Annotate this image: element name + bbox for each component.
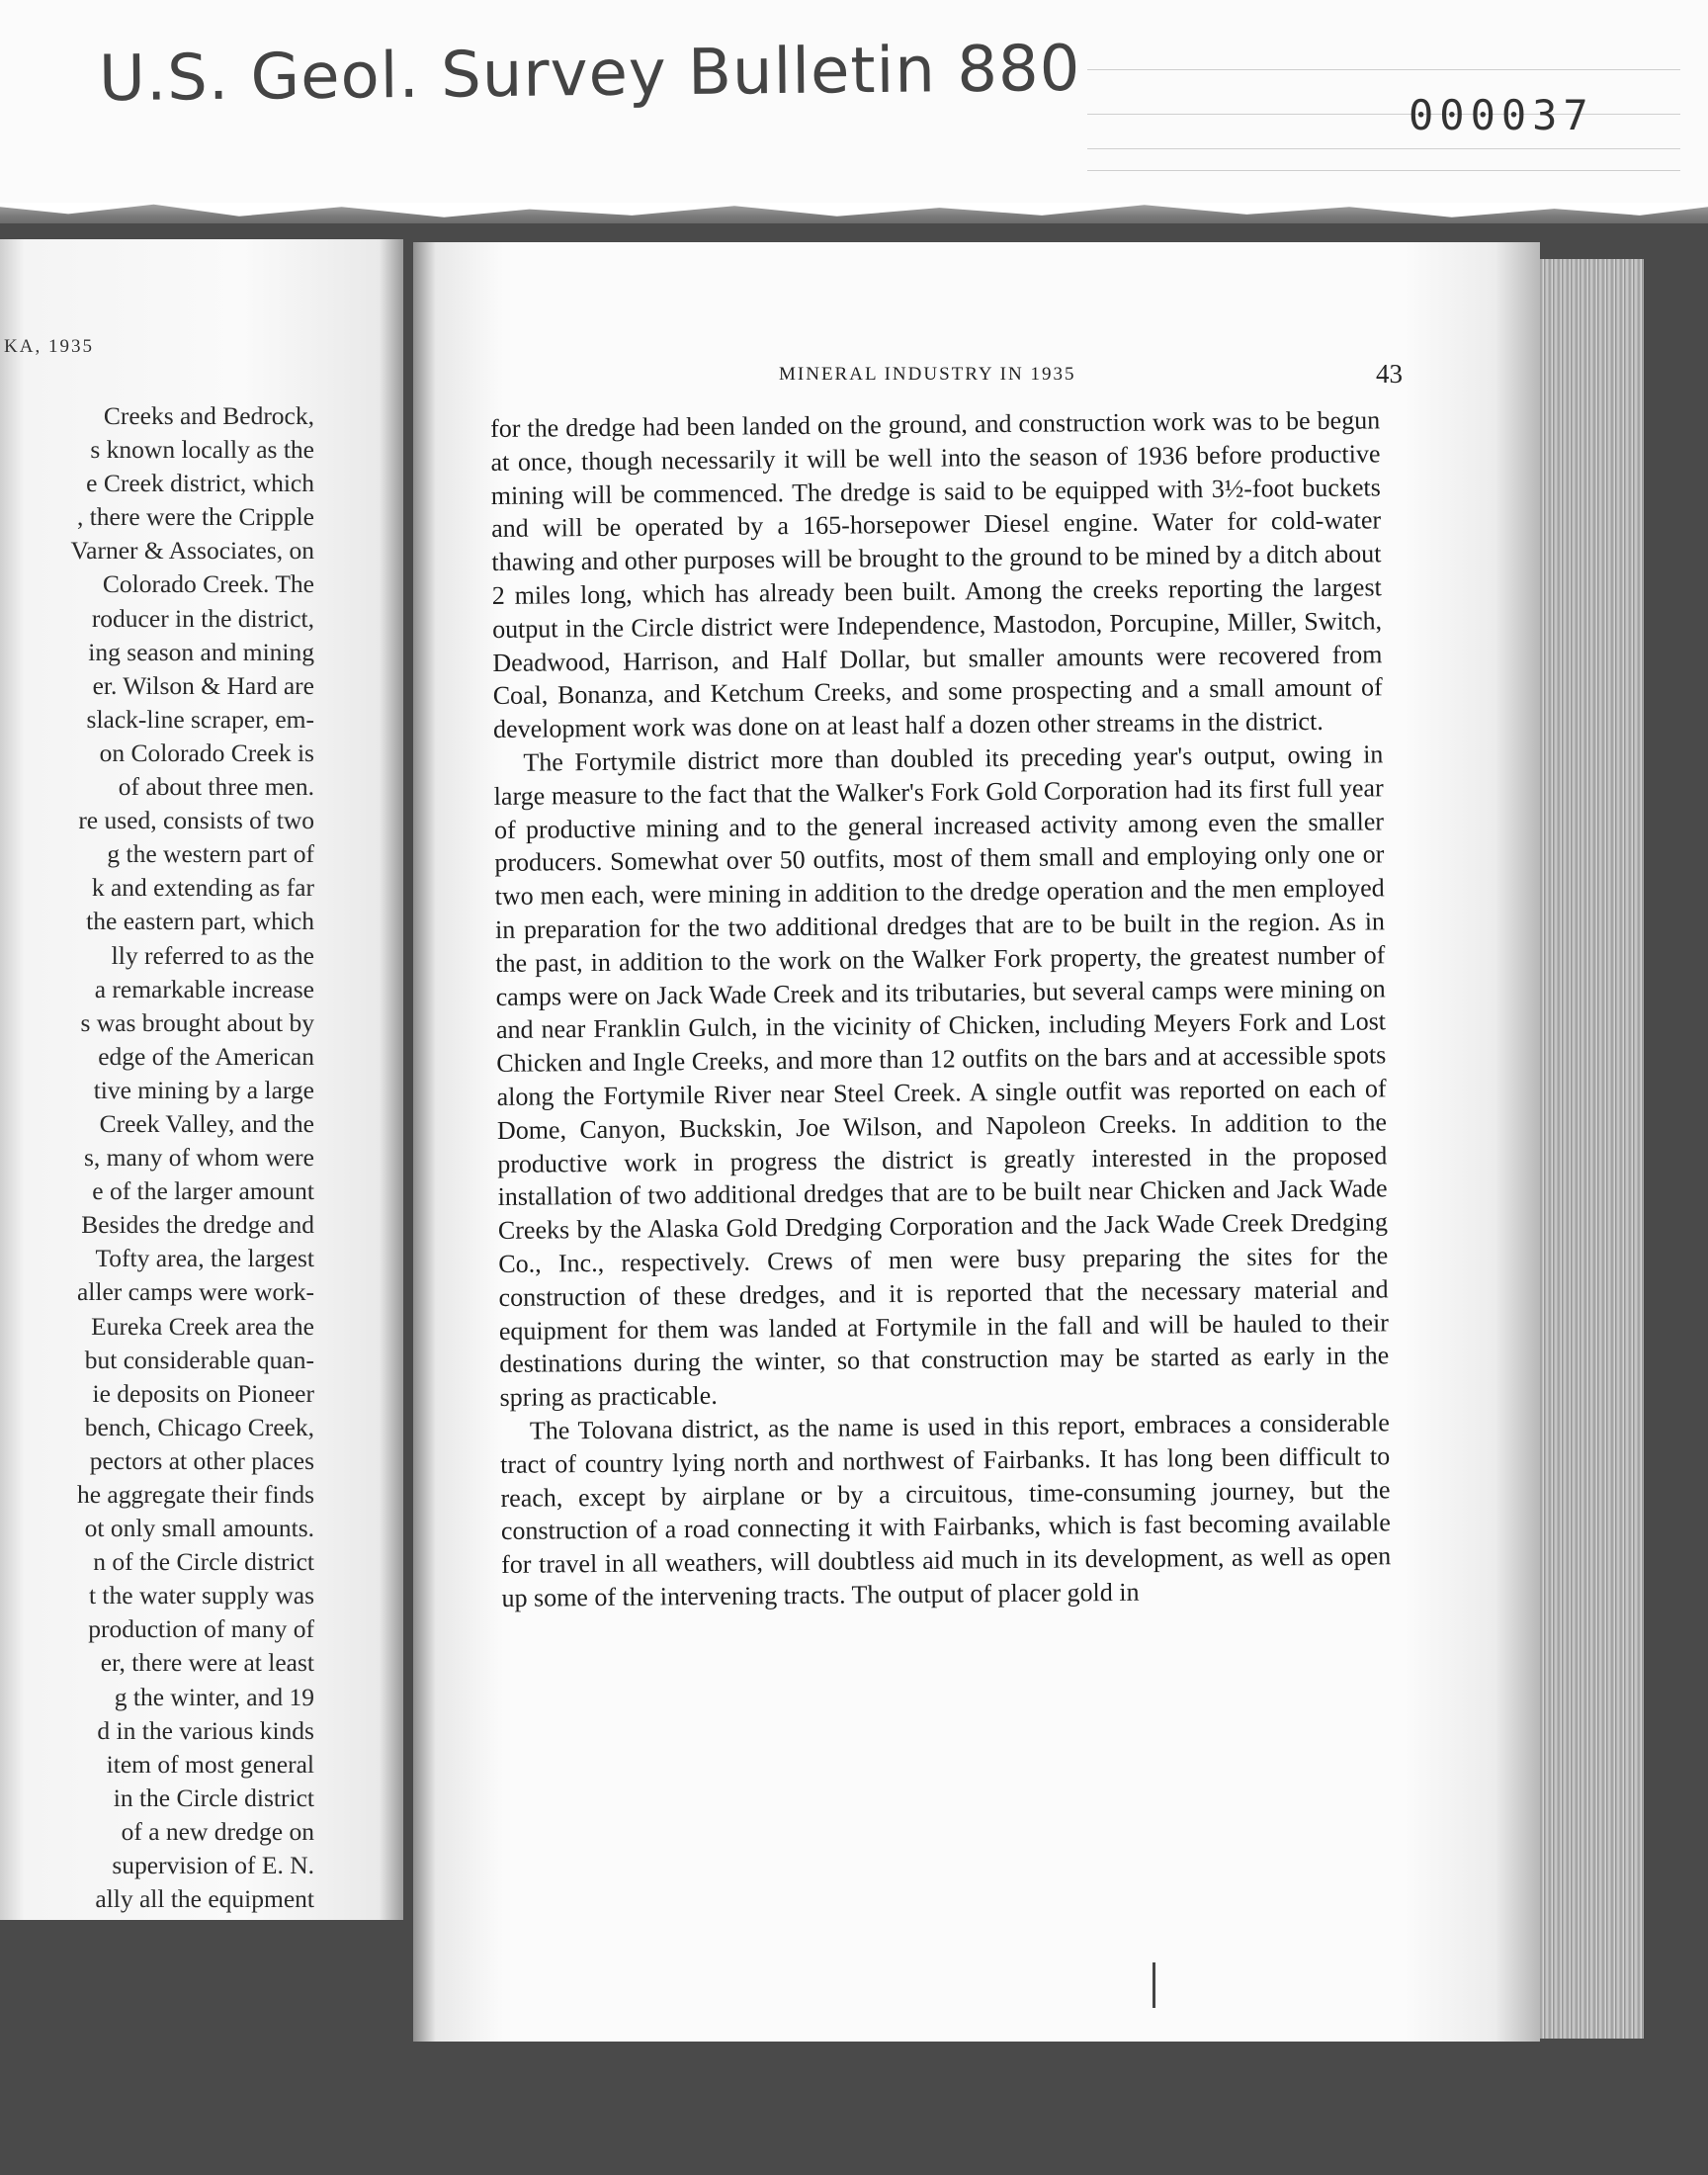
left-page-line: tive mining by a large — [93, 1075, 314, 1104]
left-page-line: re used, consists of two — [78, 806, 314, 835]
right-page — [413, 242, 1540, 2042]
left-page-line: but considerable quan- — [84, 1345, 314, 1374]
left-page-line: Eureka Creek area the — [91, 1311, 314, 1341]
left-page-line: lly referred to as the — [111, 940, 314, 970]
left-page-line: bench, Chicago Creek, — [84, 1412, 314, 1441]
left-page-line: roducer in the district, — [91, 603, 314, 633]
left-page-line: e of the larger amount — [92, 1176, 314, 1206]
paragraph: The Fortymile district more than doubled its preceding year's output, owing in large measure to the fact that the Walker's Fork Gold Corporation had its first full year of productive mining and to the general increased activity among even the smaller producers. Somewhat over 50 outfits, most of them small and employing only one or two men each, were mining in addition to the dredge operation and the men employed in preparation for the two additional dredges that are to be built in the region. As in the past, in addition to the work on the Walker Fork property, the greatest number of camps were on Jack Wade Creek and its tributaries, but several camps were mining on and near Franklin Gulch, in the vicinity of Chicken, including Meyers Fork and Lost Chicken and Ingle Creeks, and more than 12 outfits on the bars and at accessible spots along the Fortymile River near Steel Creek. A single outfit was reported on each of Dome, Canyon, Buckskin, Joe Wilson, and Napoleon Creeks. In addition to the productive work in progress the district is greatly interested in the proposed installation of two additional dredges that are to be built near Chicken and Jack Wade Creeks by the Alaska Gold Dredging Corporation and the Jack Wade Creek Dredging Co., Inc., respectively. Crews of men were busy preparing the sites for the construction of these dredges, and it is reported that the necessary material and equipment for them was landed at Fortymile in the fall and will be hauled to their destinations during the winter, so that construction may be started as early in the spring as practicable. — [493, 740, 1390, 1413]
left-page-line: Creeks and Bedrock, — [103, 401, 314, 430]
left-text-column — [6, 399, 314, 1916]
left-page-line: d in the various kinds — [97, 1715, 314, 1745]
left-running-head: KA, 1935 — [4, 336, 94, 357]
left-page — [0, 239, 403, 1920]
left-page-line: supervision of E. N. — [112, 1851, 314, 1880]
left-page-line: Colorado Creek. The — [102, 569, 314, 599]
left-page-line: er. Wilson & Hard are — [92, 670, 314, 700]
left-page-line: production of many of — [88, 1614, 314, 1644]
left-page-line: e Creek district, which — [86, 469, 314, 498]
left-page-line: s, many of whom were — [84, 1143, 314, 1173]
left-page-line: edge of the American — [98, 1041, 314, 1071]
page-number: 43 — [1376, 359, 1403, 389]
stamp-number: 000037 — [1409, 91, 1594, 139]
ruled-line — [1087, 148, 1680, 149]
left-page-line: Besides the dredge and — [81, 1210, 314, 1240]
left-page-line: ot only small amounts. — [84, 1514, 314, 1543]
paragraph: for the dredge had been landed on the ground, and construction work was to be begun at once, though necessarily it will be well into the season of 1936 before productive mining will be commenced. The dredge is said to be equipped with 3½-foot buckets and will be operated by a 165-horsepower Diesel engine. Water for cold-water thawing and other purposes will be brought to the ground to be mined by a ditch about 2 miles long, which has already been built. Among the creeks reporting the largest output in the Circle district were Independence, Mastodon, Porcupine, Miller, Switch, Deadwood, Harrison, and Half Dollar, but smaller amounts were recovered from Coal, Bonanza, and Ketchum Creeks, and some prospecting and a small amount of development work was done on at least half a dozen other streams in the district. — [490, 405, 1383, 744]
left-page-line: s known locally as the — [90, 435, 314, 465]
left-page-line: ie deposits on Pioneer — [92, 1378, 314, 1408]
left-page-line: ing season and mining — [88, 637, 314, 666]
left-page-line: of about three men. — [118, 772, 314, 802]
running-head: MINERAL INDUSTRY IN 1935 — [779, 364, 1076, 385]
left-page-line: on Colorado Creek is — [99, 738, 314, 767]
left-page-line: a remarkable increase — [94, 974, 314, 1003]
left-page-line: t the water supply was — [88, 1581, 314, 1610]
left-page-line: of a new dredge on — [121, 1816, 314, 1846]
left-page-line: g the western part of — [107, 839, 314, 869]
left-page-line: n of the Circle district — [93, 1547, 314, 1577]
left-page-line: Tofty area, the largest — [95, 1244, 314, 1273]
ruled-line — [1087, 170, 1680, 171]
left-page-line: , there were the Cripple — [76, 502, 314, 532]
page-edges — [1535, 259, 1644, 2039]
left-page-line: slack-line scraper, em- — [86, 704, 314, 734]
left-page-line: aller camps were work- — [76, 1277, 314, 1307]
left-page-line: in the Circle district — [113, 1783, 314, 1812]
ruled-line — [1087, 69, 1680, 70]
label-strip — [0, 0, 1708, 203]
left-page-line: he aggregate their finds — [76, 1480, 314, 1509]
left-page-line: ally all the equipment — [95, 1884, 314, 1914]
left-page-line: s was brought about by — [80, 1007, 314, 1037]
left-page-line: Creek Valley, and the — [99, 1108, 314, 1138]
left-page-line: Varner & Associates, on — [70, 536, 314, 566]
body-text — [490, 403, 1392, 1614]
left-page-line: item of most general — [106, 1749, 314, 1779]
left-page-line: g the winter, and 19 — [114, 1682, 314, 1711]
paragraph: The Tolovana district, as the name is used in this report, embraces a considerable tract of country lying north and northwest of Fairbanks. It has long been difficult to reach, except by airplane or by a circuitous, time-consuming journey, but the construction of a road connecting it with Fairbanks, which is fast becoming available for travel in all weathers, will doubtless aid much in its development, as well as open up some of the intervening tracts. The output of placer gold in — [500, 1408, 1392, 1612]
left-page-line: k and extending as far — [91, 873, 314, 903]
left-page-line: the eastern part, which — [86, 907, 314, 936]
handwritten-title: U.S. Geol. Survey Bulletin 880 — [98, 32, 1081, 117]
left-page-line: er, there were at least — [100, 1648, 314, 1678]
pencil-mark — [1153, 1962, 1155, 2008]
left-page-line: pectors at other places — [89, 1445, 314, 1475]
